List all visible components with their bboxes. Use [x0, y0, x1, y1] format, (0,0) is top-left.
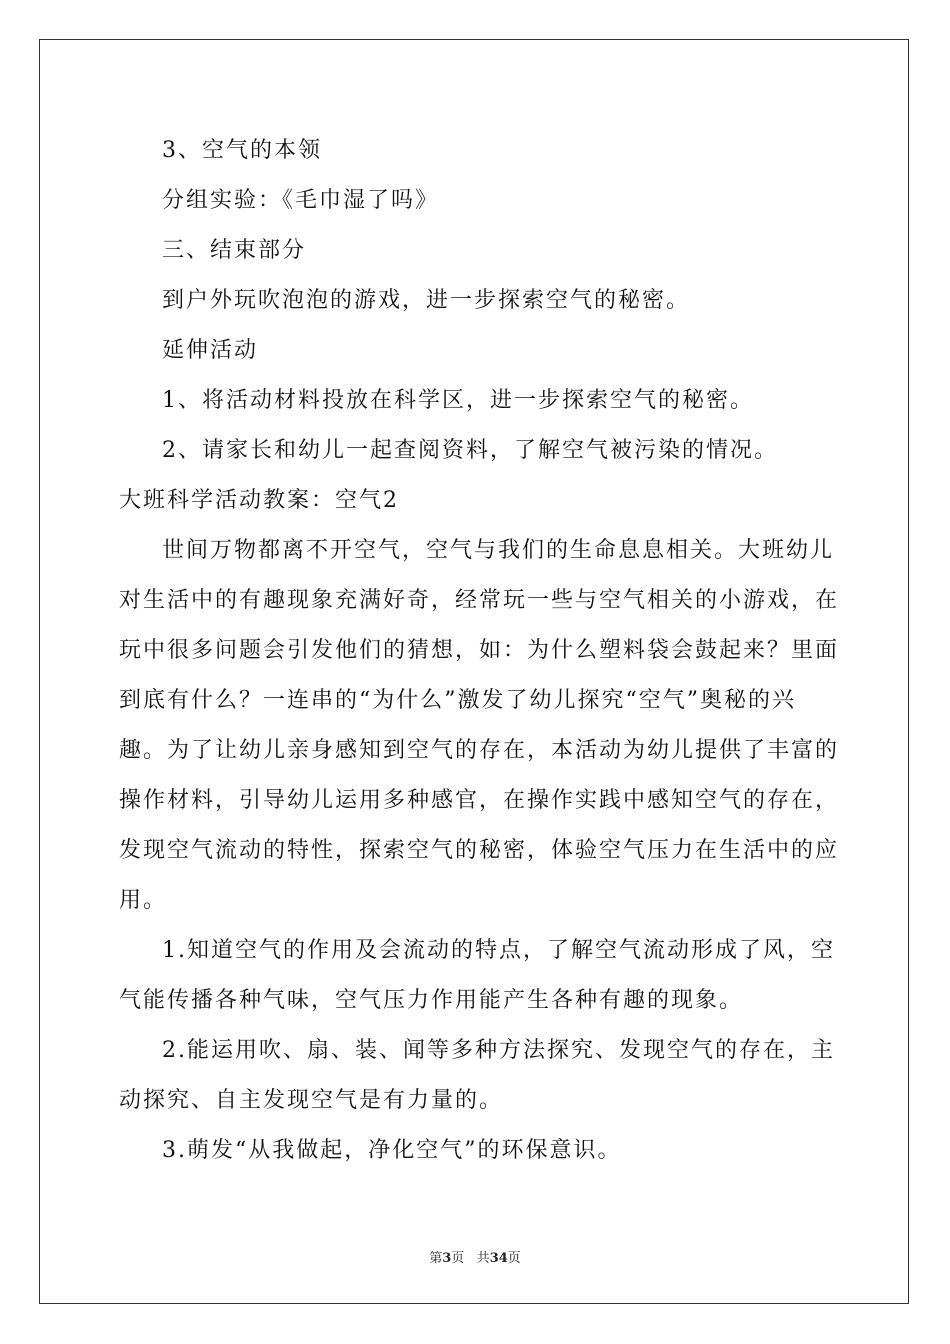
page-footer — [0, 1247, 950, 1266]
paragraph-line: 发现空气流动的特性，探索空气的秘密，体验空气压力在生活中的应 — [119, 838, 840, 863]
page-number: 3 — [442, 1251, 452, 1266]
paragraph-line: 到底有什么？一连串的“为什么”激发了幼儿探究“空气”奥秘的兴 — [119, 688, 796, 713]
text-line: 2、请家长和幼儿一起查阅资料，了解空气被污染的情况。 — [162, 438, 778, 463]
total-suffix: 页 — [507, 1251, 521, 1266]
goal-line: 2.能运用吹、扇、装、闻等多种方法探究、发现空气的存在，主 — [162, 1038, 835, 1063]
section-heading: 三、结束部分 — [162, 238, 307, 263]
paragraph-line: 对生活中的有趣现象充满好奇，经常玩一些与空气相关的小游戏，在 — [119, 588, 840, 613]
paragraph-line: 趣。为了让幼儿亲身感知到空气的存在，本活动为幼儿提供了丰富的 — [119, 738, 840, 763]
page-suffix: 页 — [451, 1251, 465, 1266]
goal-line: 气能传播各种气味，空气压力作用能产生各种有趣的现象。 — [119, 988, 744, 1013]
text-line: 到户外玩吹泡泡的游戏，进一步探索空气的秘密。 — [162, 288, 691, 313]
page-prefix: 第 — [429, 1251, 443, 1266]
text-line: 3、空气的本领 — [162, 138, 322, 163]
goal-line: 动探究、自主发现空气是有力量的。 — [119, 1088, 504, 1113]
goal-line: 1.知道空气的作用及会流动的特点，了解空气流动形成了风，空 — [162, 938, 835, 963]
total-prefix: 共 — [476, 1251, 490, 1266]
paragraph-line: 玩中很多问题会引发他们的猜想，如：为什么塑料袋会鼓起来？里面 — [119, 638, 840, 663]
text-line: 1、将活动材料投放在科学区，进一步探索空气的秘密。 — [162, 388, 754, 413]
goal-line: 3.萌发“从我做起，净化空气”的环保意识。 — [162, 1138, 622, 1163]
paragraph-line: 世间万物都离不开空气，空气与我们的生命息息相关。大班幼儿 — [162, 538, 835, 563]
total-pages: 34 — [489, 1251, 508, 1266]
article-title: 大班科学活动教案：空气2 — [119, 488, 399, 513]
section-heading: 延伸活动 — [162, 338, 259, 363]
paragraph-line: 用。 — [119, 888, 168, 913]
paragraph-line: 操作材料，引导幼儿运用多种感官，在操作实践中感知空气的存在， — [119, 788, 840, 813]
text-line: 分组实验：《毛巾湿了吗》 — [162, 188, 440, 213]
